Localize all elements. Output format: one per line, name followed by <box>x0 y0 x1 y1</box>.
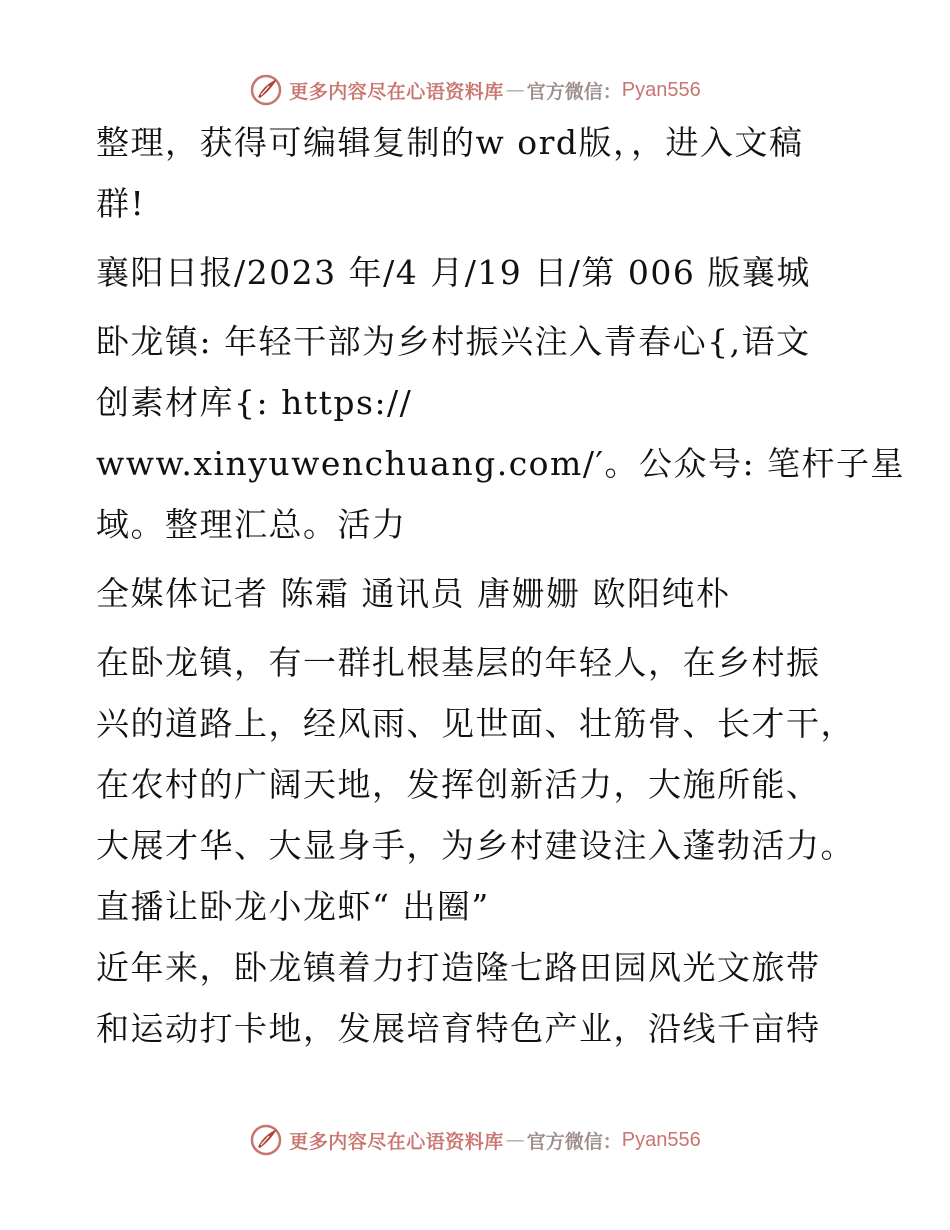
text-line: 在农村的广阔天地，发挥创新活力，大施所能、 <box>96 765 821 804</box>
text-line: 创素材库{: https:// <box>96 383 413 422</box>
text-line: 在卧龙镇，有一群扎根基层的年轻人，在乡村振 <box>96 643 821 682</box>
watermark-official: 官方微信： <box>526 1130 622 1153</box>
watermark-wechat-id: Pyan556 <box>621 1128 701 1151</box>
text-line: www.xinyuwenchuang.com/′。公众号: 笔杆子星 <box>96 444 906 483</box>
text-line: 直播让卧龙小龙虾“ 出圈” <box>96 887 490 926</box>
header-watermark <box>0 70 950 110</box>
watermark-dash: — <box>505 79 525 101</box>
document-body <box>96 112 906 1059</box>
text-line: 大展才华、大显身手，为乡村建设注入蓬勃活力。 <box>96 826 855 865</box>
text-line: 全媒体记者 陈霜 通讯员 唐姗姗 欧阳纯朴 <box>96 574 731 613</box>
text-line: 兴的道路上，经风雨、见世面、壮筋骨、长才干， <box>96 704 855 743</box>
text-line: 整理，获得可编辑复制的w ord版，，进入文稿 <box>96 123 804 162</box>
watermark-official: 官方微信： <box>526 80 622 103</box>
quill-logo-icon <box>249 73 283 107</box>
text-line: 和运动打卡地，发展培育特色产业，沿线千亩特 <box>96 1009 821 1048</box>
footer-watermark <box>0 1120 950 1160</box>
text-line: 域。整理汇总。活力 <box>96 505 407 544</box>
watermark-dash: — <box>505 1129 525 1151</box>
text-line: 群! <box>96 184 146 223</box>
text-line: 近年来，卧龙镇着力打造隆七路田园风光文旅带 <box>96 948 821 987</box>
watermark-wechat-id: Pyan556 <box>621 78 701 101</box>
quill-logo-icon <box>249 1123 283 1157</box>
watermark-brand: 更多内容尽在心语资料库 <box>289 80 504 103</box>
watermark-brand: 更多内容尽在心语资料库 <box>289 1130 504 1153</box>
text-line: 卧龙镇: 年轻干部为乡村振兴注入青春心{,语文 <box>96 322 811 361</box>
text-line: 襄阳日报/2023 年/4 月/19 日/第 006 版襄城 <box>96 253 811 292</box>
